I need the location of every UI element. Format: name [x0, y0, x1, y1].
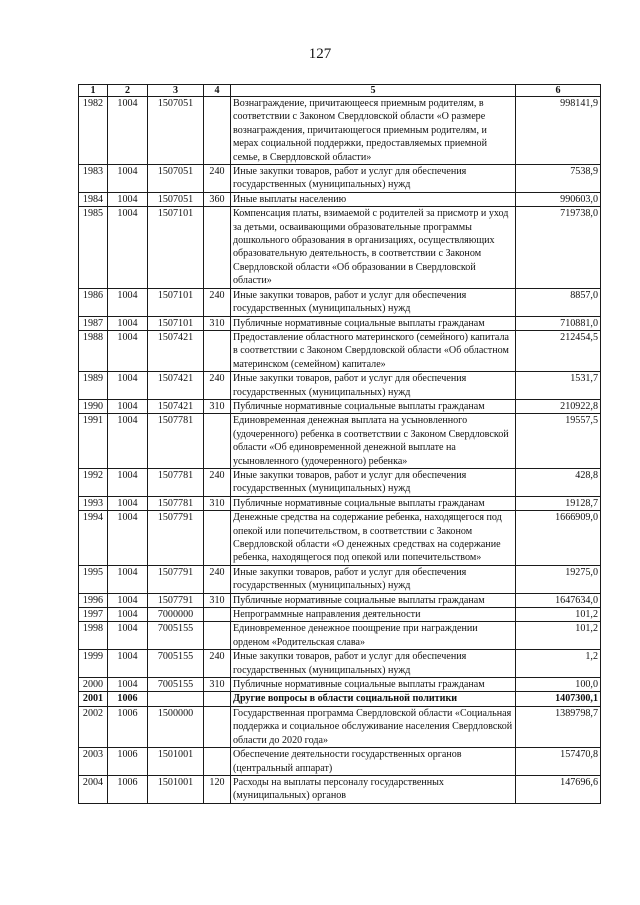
row-description: Расходы на выплаты персоналу государственных (муниципальных) органов [231, 775, 516, 803]
table-row [79, 692, 601, 706]
row-amount: 998141,9 [516, 97, 601, 165]
row-number: 1992 [79, 468, 108, 496]
row-number: 2001 [79, 692, 108, 706]
expense-type-code: 240 [204, 468, 231, 496]
target-article-code: 1507791 [148, 565, 204, 593]
header-row [79, 85, 601, 97]
expense-type-code [204, 207, 231, 288]
target-article-code: 1507101 [148, 316, 204, 330]
table-row [79, 775, 601, 803]
table-row [79, 414, 601, 469]
row-number: 2002 [79, 706, 108, 747]
row-description: Денежные средства на содержание ребенка, находящегося под опекой или попечительством, в соответствии с Законом Свердловской области «О денежных средствах на содержание ребенка, находящегося под опекой или попечительством» [231, 511, 516, 566]
row-number: 2000 [79, 678, 108, 692]
row-number: 1986 [79, 288, 108, 316]
row-number: 1993 [79, 496, 108, 510]
row-description: Иные закупки товаров, работ и услуг для обеспечения государственных (муниципальных) нужд [231, 288, 516, 316]
target-article-code: 7005155 [148, 622, 204, 650]
row-description: Иные выплаты населению [231, 192, 516, 206]
target-article-code: 1507781 [148, 496, 204, 510]
expense-type-code: 240 [204, 372, 231, 400]
expense-type-code [204, 511, 231, 566]
row-amount: 100,0 [516, 678, 601, 692]
section-code: 1006 [108, 748, 148, 776]
row-description: Непрограммные направления деятельности [231, 608, 516, 622]
table-row [79, 748, 601, 776]
row-number: 1991 [79, 414, 108, 469]
section-code: 1004 [108, 207, 148, 288]
budget-table [78, 84, 601, 804]
row-number: 1998 [79, 622, 108, 650]
expense-type-code [204, 706, 231, 747]
target-article-code: 1507421 [148, 330, 204, 371]
row-description: Другие вопросы в области социальной политики [231, 692, 516, 706]
table-row [79, 97, 601, 165]
target-article-code: 1507781 [148, 468, 204, 496]
target-article-code: 1507791 [148, 593, 204, 607]
target-article-code: 7000000 [148, 608, 204, 622]
target-article-code: 7005155 [148, 678, 204, 692]
expense-type-code [204, 748, 231, 776]
row-number: 1989 [79, 372, 108, 400]
row-description: Вознаграждение, причитающееся приемным родителям, в соответствии с Законом Свердловской области «О размере вознаграждения, причитающегося приемным родителям, и мерах социальной поддержки, предоставляемых приемной семье, в Свердловской области» [231, 97, 516, 165]
row-description: Обеспечение деятельности государственных органов (центральный аппарат) [231, 748, 516, 776]
row-description: Иные закупки товаров, работ и услуг для обеспечения государственных (муниципальных) нужд [231, 165, 516, 193]
section-code: 1004 [108, 565, 148, 593]
expense-type-code: 240 [204, 565, 231, 593]
row-description: Иные закупки товаров, работ и услуг для обеспечения государственных (муниципальных) нужд [231, 468, 516, 496]
row-amount: 1531,7 [516, 372, 601, 400]
row-number: 2004 [79, 775, 108, 803]
table-row [79, 330, 601, 371]
row-amount: 101,2 [516, 608, 601, 622]
expense-type-code: 240 [204, 165, 231, 193]
row-number: 1996 [79, 593, 108, 607]
row-amount: 19275,0 [516, 565, 601, 593]
table-row [79, 565, 601, 593]
row-description: Иные закупки товаров, работ и услуг для обеспечения государственных (муниципальных) нужд [231, 650, 516, 678]
row-amount: 1389798,7 [516, 706, 601, 747]
row-amount: 1,2 [516, 650, 601, 678]
section-code: 1004 [108, 468, 148, 496]
row-amount: 1647634,0 [516, 593, 601, 607]
expense-type-code: 240 [204, 650, 231, 678]
row-amount: 212454,5 [516, 330, 601, 371]
row-number: 1983 [79, 165, 108, 193]
row-description: Публичные нормативные социальные выплаты гражданам [231, 316, 516, 330]
table-row [79, 496, 601, 510]
table-row [79, 650, 601, 678]
row-amount: 210922,8 [516, 399, 601, 413]
row-number: 1990 [79, 399, 108, 413]
header-cell: 1 [79, 85, 108, 97]
row-amount: 428,8 [516, 468, 601, 496]
row-amount: 19128,7 [516, 496, 601, 510]
row-number: 1985 [79, 207, 108, 288]
row-description: Единовременная денежная выплата на усыновленного (удочеренного) ребенка в соответствии с Законом Свердловской области «Об единовременной денежной выплате на усыновленного (удочеренного) ребенка» [231, 414, 516, 469]
target-article-code: 1500000 [148, 706, 204, 747]
expense-type-code: 310 [204, 678, 231, 692]
target-article-code: 1501001 [148, 748, 204, 776]
header-cell: 4 [204, 85, 231, 97]
header-cell: 3 [148, 85, 204, 97]
section-code: 1004 [108, 192, 148, 206]
row-description: Государственная программа Свердловской области «Социальная поддержка и социальное обслуживание населения Свердловской области до 2020 года» [231, 706, 516, 747]
expense-type-code: 310 [204, 593, 231, 607]
table-row [79, 622, 601, 650]
row-description: Предоставление областного материнского (семейного) капитала в соответствии с Законом Свердловской области «Об областном материнском (семейном) капитале» [231, 330, 516, 371]
row-amount: 19557,5 [516, 414, 601, 469]
expense-type-code [204, 608, 231, 622]
expense-type-code [204, 330, 231, 371]
table-row [79, 207, 601, 288]
target-article-code: 1507051 [148, 97, 204, 165]
row-number: 1988 [79, 330, 108, 371]
table-row [79, 706, 601, 747]
row-description: Публичные нормативные социальные выплаты гражданам [231, 593, 516, 607]
row-description: Публичные нормативные социальные выплаты гражданам [231, 496, 516, 510]
expense-type-code [204, 692, 231, 706]
row-description: Публичные нормативные социальные выплаты гражданам [231, 678, 516, 692]
expense-type-code: 120 [204, 775, 231, 803]
header-cell: 5 [231, 85, 516, 97]
target-article-code: 1507781 [148, 414, 204, 469]
target-article-code [148, 692, 204, 706]
row-number: 1984 [79, 192, 108, 206]
section-code: 1004 [108, 330, 148, 371]
section-code: 1004 [108, 316, 148, 330]
expense-type-code: 310 [204, 316, 231, 330]
target-article-code: 1507051 [148, 165, 204, 193]
section-code: 1004 [108, 288, 148, 316]
table-row [79, 288, 601, 316]
table-row [79, 399, 601, 413]
section-code: 1004 [108, 511, 148, 566]
table-row [79, 608, 601, 622]
header-cell: 6 [516, 85, 601, 97]
row-description: Единовременное денежное поощрение при награждении орденом «Родительская слава» [231, 622, 516, 650]
section-code: 1004 [108, 414, 148, 469]
section-code: 1004 [108, 593, 148, 607]
table-row [79, 468, 601, 496]
row-description: Компенсация платы, взимаемой с родителей за присмотр и уход за детьми, осваивающими образовательные программы дошкольного образования в организациях, осуществляющих образовательную деятельность, в соответствии с Законом Свердловской области «Об образовании в Свердловской области» [231, 207, 516, 288]
section-code: 1004 [108, 678, 148, 692]
table-row [79, 192, 601, 206]
section-code: 1004 [108, 622, 148, 650]
target-article-code: 1507791 [148, 511, 204, 566]
row-number: 1997 [79, 608, 108, 622]
expense-type-code [204, 414, 231, 469]
row-amount: 1666909,0 [516, 511, 601, 566]
row-number: 1987 [79, 316, 108, 330]
row-amount: 8857,0 [516, 288, 601, 316]
section-code: 1004 [108, 650, 148, 678]
section-code: 1004 [108, 372, 148, 400]
target-article-code: 1507421 [148, 372, 204, 400]
row-amount: 147696,6 [516, 775, 601, 803]
row-amount: 710881,0 [516, 316, 601, 330]
row-amount: 7538,9 [516, 165, 601, 193]
table-row [79, 511, 601, 566]
target-article-code: 1507101 [148, 207, 204, 288]
section-code: 1006 [108, 775, 148, 803]
row-amount: 719738,0 [516, 207, 601, 288]
expense-type-code: 310 [204, 399, 231, 413]
expense-type-code: 240 [204, 288, 231, 316]
target-article-code: 1507051 [148, 192, 204, 206]
row-description: Иные закупки товаров, работ и услуг для обеспечения государственных (муниципальных) нужд [231, 372, 516, 400]
row-number: 1999 [79, 650, 108, 678]
section-code: 1004 [108, 165, 148, 193]
target-article-code: 1501001 [148, 775, 204, 803]
row-number: 2003 [79, 748, 108, 776]
expense-type-code: 360 [204, 192, 231, 206]
row-description: Иные закупки товаров, работ и услуг для обеспечения государственных (муниципальных) нужд [231, 565, 516, 593]
section-code: 1004 [108, 608, 148, 622]
table-row [79, 316, 601, 330]
section-code: 1006 [108, 706, 148, 747]
row-description: Публичные нормативные социальные выплаты гражданам [231, 399, 516, 413]
row-amount: 101,2 [516, 622, 601, 650]
row-amount: 990603,0 [516, 192, 601, 206]
expense-type-code: 310 [204, 496, 231, 510]
row-amount: 1407300,1 [516, 692, 601, 706]
target-article-code: 1507421 [148, 399, 204, 413]
table-row [79, 593, 601, 607]
page-number: 127 [308, 46, 332, 62]
table-row [79, 372, 601, 400]
section-code: 1004 [108, 399, 148, 413]
table-row [79, 678, 601, 692]
header-cell: 2 [108, 85, 148, 97]
row-number: 1982 [79, 97, 108, 165]
row-number: 1995 [79, 565, 108, 593]
section-code: 1004 [108, 97, 148, 165]
expense-type-code [204, 622, 231, 650]
section-code: 1006 [108, 692, 148, 706]
table-row [79, 165, 601, 193]
expense-type-code [204, 97, 231, 165]
section-code: 1004 [108, 496, 148, 510]
target-article-code: 7005155 [148, 650, 204, 678]
row-number: 1994 [79, 511, 108, 566]
target-article-code: 1507101 [148, 288, 204, 316]
row-amount: 157470,8 [516, 748, 601, 776]
